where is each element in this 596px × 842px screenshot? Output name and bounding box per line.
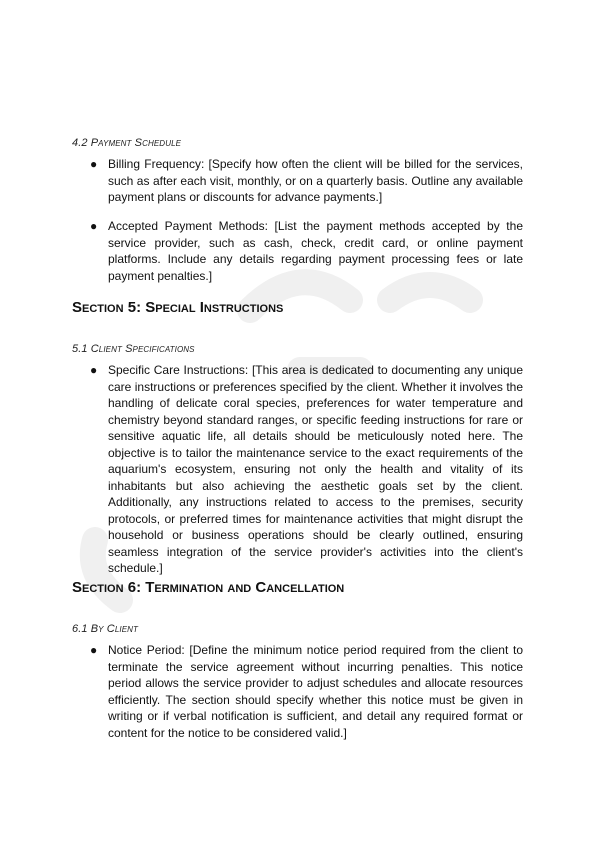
list-item-text: Billing Frequency: [Specify how often the client will be billed for the services, such as after each visit, monthly, or on a quarterly basis. Outline any available payment plans or discounts for advance payments.]	[108, 157, 523, 204]
list-item-text: Accepted Payment Methods: [List the payment methods accepted by the service provider, such as cash, check, credit card, or online payment platforms. Include any details regarding payment processing fees or late payment penalties.]	[108, 219, 523, 283]
section-heading-6: Section 6: Termination and Cancellation	[72, 579, 345, 596]
list-item-text: Specific Care Instructions: [This area is dedicated to documenting any unique care instructions or preferences specified by the client. Whether it involves the handling of delicate coral species, preferences for water temperature and chemistry beyond standard ranges, or specific feeding instructions for rare or sensitive aquatic life, all details should be meticulously noted here. The objective is to tailor the maintenance service to the exact requirements of the aquarium's ecosystem, ensuring not only the health and vitality of its inhabitants but also achieving the aesthetic goals set by the client. Additionally, any instructions related to access to the premises, security protocols, or preferred times for maintenance activities that might disrupt the household or business operations should be clearly outlined, ensuring seamless integration of the service provider's activities into the client's schedule.]	[108, 363, 523, 575]
bullet-icon: ●	[90, 157, 98, 171]
section-heading-5: Section 5: Special Instructions	[72, 299, 284, 316]
subsection-heading-6-1: 6.1 By Client	[72, 623, 138, 635]
subsection-heading-5-1: 5.1 Client Specifications	[72, 343, 195, 355]
bullet-icon: ●	[90, 363, 98, 377]
bullet-icon: ●	[90, 643, 98, 657]
bullet-icon: ●	[90, 219, 98, 233]
list-item-text: Notice Period: [Define the minimum notice period required from the client to terminate the service agreement without incurring penalties. This notice period allows the service provider to adjust schedules and allocate resources efficiently. The section should specify whether this notice must be given in writing or if verbal notification is sufficient, and detail any required format or content for the notice to be considered valid.]	[108, 643, 523, 740]
subsection-heading-4-2: 4.2 Payment Schedule	[72, 137, 182, 149]
watermark-stroke-2	[390, 285, 470, 300]
